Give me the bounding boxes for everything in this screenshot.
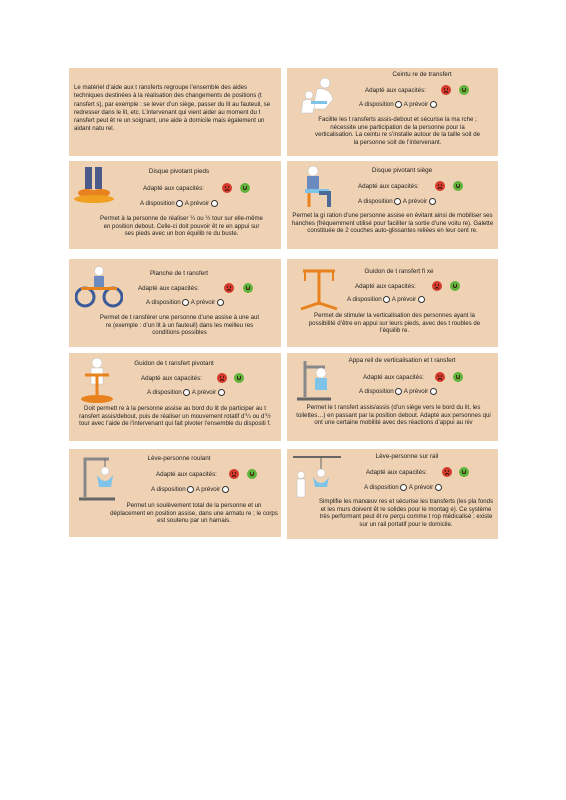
sad-face-icon[interactable] xyxy=(224,283,234,293)
availability-row xyxy=(359,101,438,108)
prevoir-label: A prévoir xyxy=(195,486,221,493)
disposition-radio[interactable] xyxy=(395,388,402,395)
card-guidon-pivotant xyxy=(69,353,281,441)
disposition-radio[interactable] xyxy=(383,296,390,303)
card-title: Ceintu re de transfert xyxy=(392,71,452,78)
happy-face-icon[interactable] xyxy=(234,373,244,383)
card-disque-siege xyxy=(287,161,498,249)
disposition-label: A disposition xyxy=(364,484,399,491)
disc-seat-illustration-icon xyxy=(295,165,335,211)
sad-face-icon[interactable] xyxy=(435,372,445,382)
adapted-label: Adapté aux capacités: xyxy=(141,375,202,382)
disposition-radio[interactable] xyxy=(187,486,194,493)
card-leve-rail xyxy=(287,449,498,539)
stand-aid-illustration-icon xyxy=(295,357,335,405)
card-description: Permet de stimuler la verticalisation des personnes ayant la possibilité d’être en appui sur leurs pieds, avec des t roubles de l’équilib re. xyxy=(308,312,481,335)
card-verticalisation xyxy=(287,353,498,441)
card-description: Simplifie les manœuv res et sécurise les transferts (les pla fonds et les murs doivent êt re solides pour le montag e). Ce système très performant peut êt re perçu comme t rop médicalisé ; existe sur un rail portatif pour le domicile. xyxy=(318,498,494,528)
prevoir-label: A prévoir xyxy=(184,200,210,207)
card-description: Facilite les t ransferts assis-debout et sécurise la ma rche ; nécessite une participation de la personne pour la verticalisation. La ceintu re s’installe autour de la taille soit de la personne soit de l’intervenant. xyxy=(315,116,480,146)
card-title: Planche de t ransfert xyxy=(149,270,209,277)
disposition-radio[interactable] xyxy=(394,198,401,205)
prevoir-radio[interactable] xyxy=(218,389,225,396)
sad-face-icon[interactable] xyxy=(432,281,442,291)
board-illustration-icon xyxy=(75,265,123,309)
availability-row xyxy=(140,200,219,207)
sad-face-icon[interactable] xyxy=(441,85,451,95)
belt-illustration-icon xyxy=(295,75,345,115)
availability-row xyxy=(147,389,226,396)
disposition-label: A disposition xyxy=(359,388,394,395)
card-ceinture xyxy=(287,68,498,156)
disposition-label: A disposition xyxy=(151,486,186,493)
prevoir-radio[interactable] xyxy=(222,486,229,493)
card-guidon-fixe xyxy=(287,259,498,347)
adapted-label: Adapté aux capacités: xyxy=(363,374,424,381)
prevoir-label: A prévoir xyxy=(403,388,429,395)
card-description: Permet de t ransférer une personne d’une assise à une aut re (exemple : d’un lit à un fauteuil) dans les meilleu res conditions possibles xyxy=(99,314,260,337)
card-title: Guidon de t ransfert pivotant xyxy=(134,360,214,367)
prevoir-radio[interactable] xyxy=(217,299,224,306)
disposition-label: A disposition xyxy=(347,296,382,303)
prevoir-radio[interactable] xyxy=(418,296,425,303)
card-description: Permet à la personne de réaliser ¼ ou ½ tour sur elle-même en position debout. Celle-ci doit pouvoir êt re en appui sur ses pieds avec un bon équilib re du buste. xyxy=(100,215,263,238)
prevoir-label: A prévoir xyxy=(408,484,434,491)
adapted-label: Adapté aux capacités: xyxy=(143,185,204,192)
prevoir-label: A prévoir xyxy=(190,299,216,306)
disposition-radio[interactable] xyxy=(400,484,407,491)
card-title: Appa reil de verticalisation et t ransfert xyxy=(348,357,456,364)
intro-text: Le matériel d’aide aux t ransferts regroupe l’ensemble des aides techniques destinées à la réalisation des changements de positions (t ransfert s), par exemple : se lever d’un siège, passer du lit au fauteuil, se redresser dans le lit, etc. L’intervenant qui vient aider au moment du t ransfert peut êt re un soignant, une aide à domicile mais également un aidant natu rel. xyxy=(74,84,271,133)
prevoir-radio[interactable] xyxy=(430,388,437,395)
card-disque-pieds xyxy=(69,161,281,249)
adapted-label: Adapté aux capacités: xyxy=(156,471,217,478)
prevoir-radio[interactable] xyxy=(429,198,436,205)
prevoir-label: A prévoir xyxy=(191,389,217,396)
availability-row xyxy=(364,484,443,491)
card-title: Disque pivotant pieds xyxy=(148,168,210,175)
card-title: Disque pivotant siège xyxy=(371,167,433,174)
card-planche xyxy=(69,259,281,347)
adapted-label: Adapté aux capacités: xyxy=(358,183,419,190)
prevoir-radio[interactable] xyxy=(435,484,442,491)
happy-face-icon[interactable] xyxy=(450,281,460,291)
availability-row xyxy=(358,198,437,205)
card-description: Permet la gi ration d’une personne assise en évitant ainsi de mobiliser ses hanches (fréquemment utilisé pour faciliter la sortie d’une voitu re). Galette constituée de 2 couches auto-glissantes reliées en leur cent re. xyxy=(291,212,494,235)
ceiling-hoist-illustration-icon xyxy=(291,453,343,501)
sad-face-icon[interactable] xyxy=(442,467,452,477)
disposition-radio[interactable] xyxy=(183,389,190,396)
fixed-handle-illustration-icon xyxy=(297,267,341,313)
disposition-radio[interactable] xyxy=(176,200,183,207)
card-title: Guidon de t ransfert fi xe xyxy=(364,268,434,275)
disposition-label: A disposition xyxy=(359,101,394,108)
happy-face-icon[interactable] xyxy=(459,467,469,477)
disposition-radio[interactable] xyxy=(395,101,402,108)
happy-face-icon[interactable] xyxy=(453,372,463,382)
happy-face-icon[interactable] xyxy=(240,183,250,193)
prevoir-label: A prévoir xyxy=(391,296,417,303)
availability-row xyxy=(359,388,438,395)
sad-face-icon[interactable] xyxy=(435,181,445,191)
card-title: Lève-personne roulant xyxy=(147,455,211,462)
mobile-hoist-illustration-icon xyxy=(77,453,121,503)
prevoir-label: A prévoir xyxy=(402,198,428,205)
prevoir-radio[interactable] xyxy=(211,200,218,207)
card-title: Lève-personne sur rail xyxy=(375,453,439,460)
availability-row xyxy=(151,486,230,493)
happy-face-icon[interactable] xyxy=(243,283,253,293)
happy-face-icon[interactable] xyxy=(247,469,257,479)
adapted-label: Adapté aux capacités: xyxy=(366,469,427,476)
prevoir-label: A prévoir xyxy=(403,101,429,108)
disposition-label: A disposition xyxy=(146,299,181,306)
pivot-handle-illustration-icon xyxy=(77,357,117,405)
card-description: Permet un soulèvement total de la personne et un déplacement en position assise, dans une armatu re ; le corps est soutenu par un harnais. xyxy=(110,502,278,525)
disc-feet-illustration-icon xyxy=(73,167,117,205)
disposition-label: A disposition xyxy=(140,200,175,207)
sad-face-icon[interactable] xyxy=(229,469,239,479)
disposition-label: A disposition xyxy=(147,389,182,396)
disposition-radio[interactable] xyxy=(182,299,189,306)
card-description: Doit permett re à la personne assise au bord du lit de participer au t ransfert assis/debout, puis de réaliser un mouvement rotatif d’¼ ou d’½ tour avec l’aide de l’intervenant qui fait pivoter l’ensemble du dispositi f. xyxy=(79,405,271,428)
sad-face-icon[interactable] xyxy=(222,183,232,193)
card-leve-roulant xyxy=(69,449,281,537)
disposition-label: A disposition xyxy=(358,198,393,205)
prevoir-radio[interactable] xyxy=(430,101,437,108)
availability-row xyxy=(146,299,225,306)
happy-face-icon[interactable] xyxy=(453,181,463,191)
adapted-label: Adapté aux capacités: xyxy=(355,283,416,290)
card-description: Permet le t ransfert assis/assis (d’un siège vers le bord du lit, les toilettes…) en passant par la position debout. Adapté aux personnes qui ont une certaine mobilité avec des réactions d’appui au niv xyxy=(296,404,491,427)
adapted-label: Adapté aux capacités: xyxy=(365,87,426,94)
adapted-label: Adapté aux capacités: xyxy=(138,285,199,292)
availability-row xyxy=(347,296,426,303)
happy-face-icon[interactable] xyxy=(459,85,469,95)
sad-face-icon[interactable] xyxy=(217,373,227,383)
